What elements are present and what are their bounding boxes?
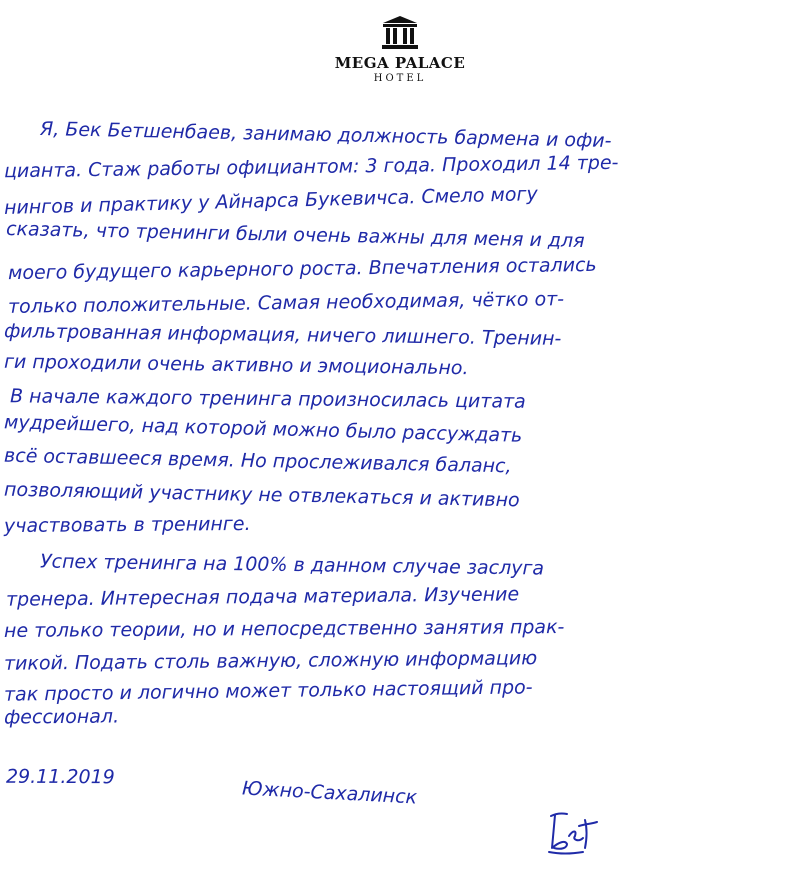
- letter-date: 29.11.2019: [5, 765, 115, 789]
- hotel-subtitle: HOTEL: [373, 73, 427, 84]
- letter-line: моего будущего карьерного роста. Впечатления остались: [7, 253, 597, 285]
- letter-line: фильтрованная информация, ничего лишнего. Тренин-: [3, 320, 562, 350]
- letter-line: тренера. Интересная подача материала. Изучение: [5, 583, 520, 611]
- letter-line: всё оставшееся время. Но прослеживался баланс,: [3, 444, 512, 478]
- letter-city: Южно-Сахалинск: [241, 777, 418, 809]
- letter-line: только положительные. Самая необходимая, чётко от-: [7, 288, 565, 318]
- letter-line: В начале каждого тренинга произносилась цитата: [9, 385, 526, 413]
- letter-line: участвовать в тренинге.: [3, 512, 251, 538]
- handwritten-signature: [545, 808, 605, 863]
- letter-line: цианта. Стаж работы официантом: 3 года. Проходил 14 тре-: [3, 151, 619, 183]
- hotel-letterhead: [0, 14, 800, 84]
- columns-building-icon: [380, 14, 420, 50]
- letter-line: фессионал.: [3, 705, 120, 729]
- letter-line: позволяющий участнику не отвлекаться и активно: [3, 478, 520, 512]
- letter-line: тикой. Подать столь важную, сложную информацию: [3, 647, 538, 675]
- hotel-name: MEGA PALACE: [334, 54, 466, 72]
- letter-line: так просто и логично может только настоящий про-: [3, 676, 533, 706]
- letter-line: Успех тренинга на 100% в данном случае заслуга: [39, 550, 545, 580]
- letter-line: сказать, что тренинги были очень важны для меня и для: [5, 217, 585, 253]
- letter-line: не только теории, но и непосредственно занятия прак-: [3, 616, 565, 642]
- letter-line: Я, Бек Бетшенбаев, занимаю должность бармена и офи-: [39, 118, 612, 152]
- letter-line: ги проходили очень активно и эмоционально.: [3, 350, 469, 380]
- letter-line: мудрейшего, над которой можно было рассуждать: [3, 411, 523, 447]
- letter-line: нингов и практику у Айнарса Букевичса. Смело могу: [3, 183, 538, 219]
